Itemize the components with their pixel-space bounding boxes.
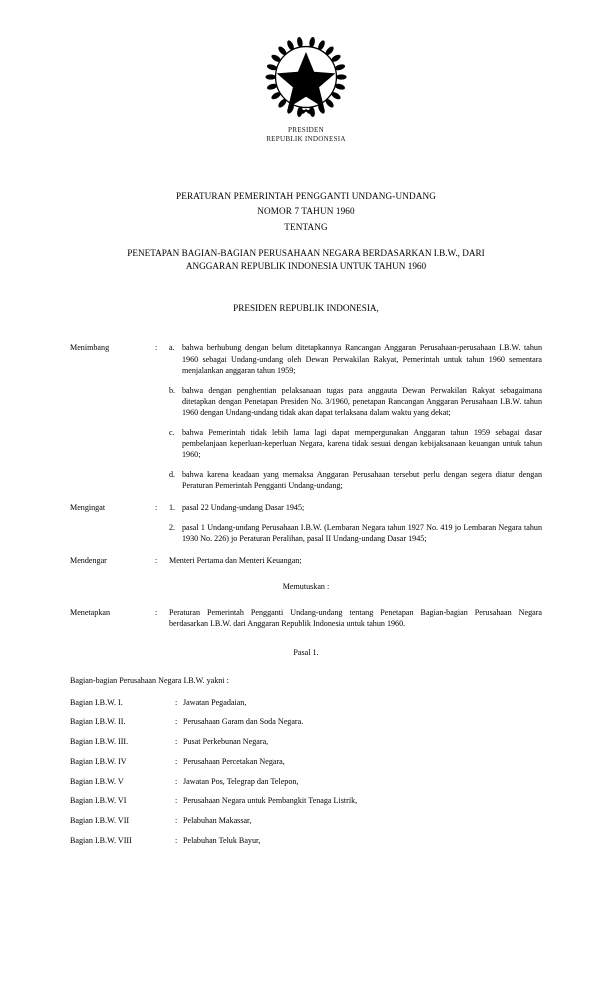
bagian-colon: : [175, 796, 178, 806]
bagian-colon: : [175, 836, 178, 846]
memutuskan-heading: Memutuskan : [282, 582, 330, 592]
bagian-name: Bagian I.B.W. III. [70, 737, 129, 747]
clause-mengingat [70, 502, 542, 544]
clause-items-menetapkan [169, 607, 542, 629]
bagian-colon: : [175, 737, 178, 747]
bagian-row [70, 756, 542, 767]
bagian-row [70, 716, 542, 727]
clause-label-menimbang: Menimbang [70, 343, 110, 353]
title-line-2: NOMOR 7 TAHUN 1960 [257, 206, 355, 217]
item-marker: 2. [169, 522, 176, 532]
bagian-value: Perusahaan Garam dan Soda Negara. [183, 717, 304, 727]
bagian-name: Bagian I.B.W. VI [70, 796, 127, 806]
title-subject-line2: ANGGARAN REPUBLIK INDONESIA UNTUK TAHUN 1960 [185, 261, 427, 272]
bagian-colon: : [175, 717, 178, 727]
emblem-caption-line2: REPUBLIK INDONESIA [266, 135, 346, 144]
bagian-row [70, 835, 542, 846]
item-marker: 1. [169, 503, 176, 513]
bagian-colon: : [175, 756, 178, 766]
clause-menetapkan [70, 607, 542, 629]
item-text: bahwa berhubung dengan belum ditetapkannya Rancangan Anggaran Perusahaan-perusahaan I.B.W. tahun 1960 sebagai Undang-undang oleh Dewan Perwakilan Rakyat, Pemerintah untuk tahun 1960 sementara menjalankan anggaran tahun 1959; [182, 343, 542, 375]
document-body [0, 342, 612, 846]
clause-label-menetapkan: Menetapkan [70, 607, 111, 617]
bagian-name: Bagian I.B.W. VII [70, 816, 130, 826]
clause-item [169, 342, 542, 376]
title-line-1: PERATURAN PEMERINTAH PENGGANTI UNDANG-UNDANG [176, 190, 436, 201]
document-title [0, 189, 612, 274]
item-text: pasal 22 Undang-undang Dasar 1945; [182, 503, 305, 513]
clause-colon-mengingat: : [155, 503, 158, 513]
bagian-row [70, 697, 542, 708]
garuda-star-wreath-emblem [263, 34, 349, 120]
clause-item [169, 522, 542, 544]
bagian-row [70, 776, 542, 787]
bagian-name: Bagian I.B.W. I. [70, 697, 123, 707]
bagian-value: Pelabuhan Teluk Bayur, [183, 836, 261, 846]
title-subject [0, 247, 612, 273]
bagian-name: Bagian I.B.W. V [70, 776, 124, 786]
clause-item [169, 385, 542, 419]
pasal-heading: Pasal 1. [293, 648, 319, 658]
clause-colon-menetapkan: : [155, 607, 158, 617]
item-text: bahwa dengan penghentian pelaksanaan tugas para anggauta Dewan Perwakilan Rakyat sebagaimana ditetapkan dengan Penetapan Presiden No. 3/1960, penetapan Rancangan Anggaran Perusahaan I.B.W. tahun 1960 dengan Undang-undang tidak akan dapat terlaksana dalam waktu yang dekat; [182, 385, 542, 417]
bagian-colon: : [175, 816, 178, 826]
bagian-colon: : [175, 697, 178, 707]
item-text: pasal 1 Undang-undang Perusahaan I.B.W. (Lembaran Negara tahun 1927 No. 419 jo Lembaran Negara tahun 1930 No. 226) jo Peraturan Peralihan, pasal II Undang-undang Dasar 1945; [182, 522, 542, 544]
bagian-row [70, 795, 542, 806]
clause-colon-menimbang: : [155, 343, 158, 353]
title-line-3: TENTANG [284, 221, 328, 232]
clause-label-mengingat: Mengingat [70, 503, 106, 513]
clause-colon-mendengar: : [155, 556, 158, 566]
bagian-row [70, 815, 542, 826]
item-marker: b. [169, 385, 176, 395]
clause-items-mengingat [169, 502, 542, 544]
bagian-value: Perusahaan Percetakan Negara, [183, 756, 285, 766]
item-marker: c. [169, 427, 175, 437]
clause-items-mendengar [169, 555, 542, 566]
title-subject-line1: PENETAPAN BAGIAN-BAGIAN PERUSAHAAN NEGARA BERDASARKAN I.B.W., DARI [127, 248, 485, 259]
item-text: Peraturan Pemerintah Pengganti Undang-undang tentang Penetapan Bagian-bagian Perusahaan Negara berdasarkan I.B.W. dari Anggaran Republik Indonesia untuk tahun 1960. [169, 607, 542, 628]
emblem-block [0, 0, 612, 145]
item-text: bahwa karena keadaan yang memaksa Anggaran Perusahaan tersebut perlu dengan segera diatur dengan Peraturan Pemerintah Pengganti Undang-undang; [182, 469, 542, 490]
bagian-colon: : [175, 776, 178, 786]
bagian-name: Bagian I.B.W. II. [70, 717, 126, 727]
bagian-value: Jawatan Pegadaian, [183, 697, 247, 707]
emblem-caption-line1: PRESIDEN [288, 126, 324, 134]
clause-mendengar [70, 555, 542, 566]
clause-item [169, 607, 542, 629]
item-marker: a. [169, 343, 175, 353]
bagian-name: Bagian I.B.W. IV [70, 756, 127, 766]
bagian-value: Jawatan Pos, Telegrap dan Telepon, [183, 776, 299, 786]
clause-item [169, 469, 542, 491]
bagian-row [70, 736, 542, 747]
clause-item [169, 555, 542, 566]
presiden-heading: PRESIDEN REPUBLIK INDONESIA, [233, 303, 379, 314]
item-text: Menteri Pertama dan Menteri Keuangan; [169, 556, 302, 566]
bagian-name: Bagian I.B.W. VIII [70, 836, 132, 846]
bagian-value: Pusat Perkebunan Negara, [183, 737, 269, 747]
bagian-list [70, 697, 542, 847]
clause-label-mendengar: Mendengar [70, 556, 107, 566]
bagian-value: Perusahaan Negara untuk Pembangkit Tenaga Listrik, [183, 796, 358, 806]
clause-menimbang [70, 342, 542, 491]
item-marker: d. [169, 469, 176, 479]
pasal-intro-text: Bagian-bagian Perusahaan Negara I.B.W. yakni : [70, 676, 229, 686]
clause-items-menimbang [169, 342, 542, 491]
clause-item [169, 502, 542, 513]
clause-item [169, 427, 542, 461]
item-text: bahwa Pemerintah tidak lebih lama lagi dapat mempergunakan Anggaran tahun 1959 sebagai dasar pembelanjaan keperluan-keperluan Negara, karena tidak sesuai dengan kebijaksanaan keuangan untuk tahun 1960; [182, 427, 542, 460]
bagian-value: Pelabuhan Makassar, [183, 816, 252, 826]
emblem-caption [0, 126, 612, 145]
